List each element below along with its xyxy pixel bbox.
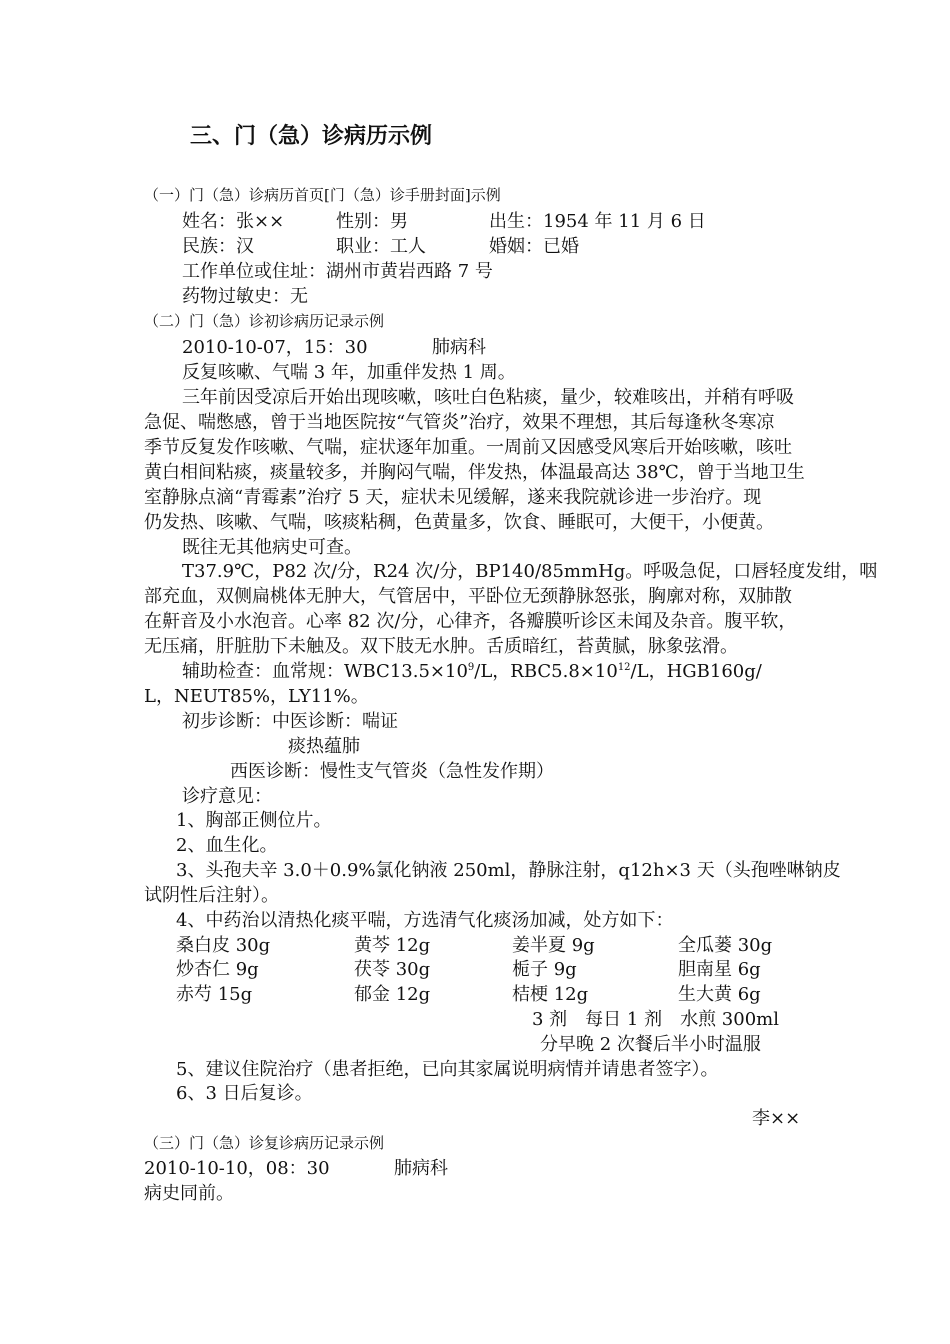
herb-item: 桔梗 12g: [512, 984, 589, 1005]
exam-line: 在鼾音及小水泡音。心率 82 次/分，心律齐，各瓣膜听诊区未闻及杂音。腹平软，: [144, 611, 797, 632]
doctor-signature: 李××: [752, 1108, 801, 1129]
diagnosis-tcm: 初步诊断：中医诊断：喘证: [182, 711, 398, 732]
herb-item: 赤芍 15g: [176, 984, 253, 1005]
visit-department: 肺病科: [432, 337, 486, 358]
aux-exponent: 9: [467, 662, 475, 673]
revisit-department: 肺病科: [394, 1158, 448, 1179]
plan-item: 2、血生化。: [176, 835, 278, 856]
history-line: 室静脉点滴“青霉素”治疗 5 天，症状未见缓解，遂来我院就诊进一步治疗。现: [144, 487, 762, 508]
herb-item: 郁金 12g: [354, 984, 431, 1005]
herb-item: 胆南星 6g: [678, 959, 761, 980]
history-line: 急促、喘憋感，曾于当地医院按“气管炎”治疗，效果不理想，其后每逢秋冬寒凉: [144, 412, 775, 433]
herb-item: 茯苓 30g: [354, 959, 431, 980]
herb-item: 炒杏仁 9g: [176, 959, 259, 980]
diagnosis-tcm-pattern: 痰热蕴肺: [288, 736, 360, 757]
plan-item: 3、头孢夫辛 3.0＋0.9%氯化钠液 250ml，静脉注射，q12h×3 天（头孢唑啉钠皮: [176, 860, 841, 881]
plan-item: 5、建议住院治疗（患者拒绝，已向其家属说明病情并请患者签字）。: [176, 1059, 719, 1080]
patient-ethnic: 民族：汉: [182, 236, 254, 257]
exam-line: T37.9℃，P82 次/分，R24 次/分，BP140/85mmHg。呼吸急促，口唇轻度发绀，咽: [182, 561, 878, 582]
herb-item: 黄芩 12g: [354, 935, 431, 956]
auxiliary-exam-cont: L，NEUT85%，LY11%。: [144, 686, 369, 707]
history-line: 季节反复发作咳嗽、气喘，症状逐年加重。一周前又因感受风寒后开始咳嗽，咳吐: [144, 437, 792, 458]
section-3-heading: （三）门（急）诊复诊病历记录示例: [144, 1134, 385, 1152]
dosage-line: 3 剂 每日 1 剂 水煎 300ml: [532, 1009, 779, 1030]
revisit-datetime: 2010-10-10，08：30: [144, 1158, 330, 1179]
history-line: 黄白相间粘痰，痰量较多，并胸闷气喘，伴发热，体温最高达 38℃，曾于当地卫生: [144, 462, 805, 483]
plan-item-cont: 试阴性后注射）。: [144, 885, 279, 906]
past-history: 既往无其他病史可查。: [182, 537, 362, 558]
patient-job: 职业：工人: [336, 236, 426, 257]
exam-line: 部充血，双侧扁桃体无肿大，气管居中，平卧位无颈静脉怒张，胸廓对称，双肺散: [144, 586, 792, 607]
patient-marriage: 婚姻：已婚: [489, 236, 579, 257]
exam-line: 无压痛，肝脏肋下未触及。双下肢无水肿。舌质暗红，苔黄腻，脉象弦滑。: [144, 636, 738, 657]
aux-text: 辅助检查：血常规：WBC13.5×10: [182, 661, 468, 682]
patient-sex: 性别：男: [336, 211, 408, 232]
page-title: 三、门（急）诊病历示例: [190, 124, 433, 149]
history-line: 三年前因受凉后开始出现咳嗽，咳吐白色粘痰，量少，较难咳出，并稍有呼吸: [182, 387, 794, 408]
history-line: 仍发热、咳嗽、气喘，咳痰粘稠，色黄量多，饮食、睡眠可，大便干，小便黄。: [144, 512, 774, 533]
auxiliary-exam: [182, 663, 762, 681]
plan-item: 6、3 日后复诊。: [176, 1083, 313, 1104]
aux-exponent: 12: [617, 662, 631, 673]
diagnosis-western: 西医诊断：慢性支气管炎（急性发作期）: [230, 761, 554, 782]
plan-item: 1、胸部正侧位片。: [176, 810, 332, 831]
aux-text: /L，RBC5.8×10: [474, 661, 618, 682]
herb-item: 栀子 9g: [512, 959, 577, 980]
section-1-heading: （一）门（急）诊病历首页[门（急）诊手册封面]示例: [144, 186, 501, 204]
revisit-history: 病史同前。: [144, 1183, 234, 1204]
plan-heading: 诊疗意见：: [182, 786, 272, 807]
herb-item: 姜半夏 9g: [512, 935, 595, 956]
patient-birth: 出生：1954 年 11 月 6 日: [489, 211, 706, 232]
visit-datetime: 2010-10-07，15：30: [182, 337, 368, 358]
herb-item: 全瓜蒌 30g: [678, 935, 773, 956]
aux-text: /L，HGB160g/: [630, 661, 762, 682]
patient-name: 姓名：张××: [182, 211, 285, 232]
section-2-heading: （二）门（急）诊初诊病历记录示例: [144, 312, 385, 330]
plan-item: 4、中药治以清热化痰平喘，方选清气化痰汤加减，处方如下：: [176, 910, 674, 931]
dosage-line: 分早晚 2 次餐后半小时温服: [540, 1034, 761, 1055]
patient-allergy: 药物过敏史：无: [182, 286, 308, 307]
chief-complaint: 反复咳嗽、气喘 3 年，加重伴发热 1 周。: [182, 362, 516, 383]
herb-item: 生大黄 6g: [678, 984, 761, 1005]
patient-address: 工作单位或住址：湖州市黄岩西路 7 号: [182, 261, 493, 282]
herb-item: 桑白皮 30g: [176, 935, 271, 956]
